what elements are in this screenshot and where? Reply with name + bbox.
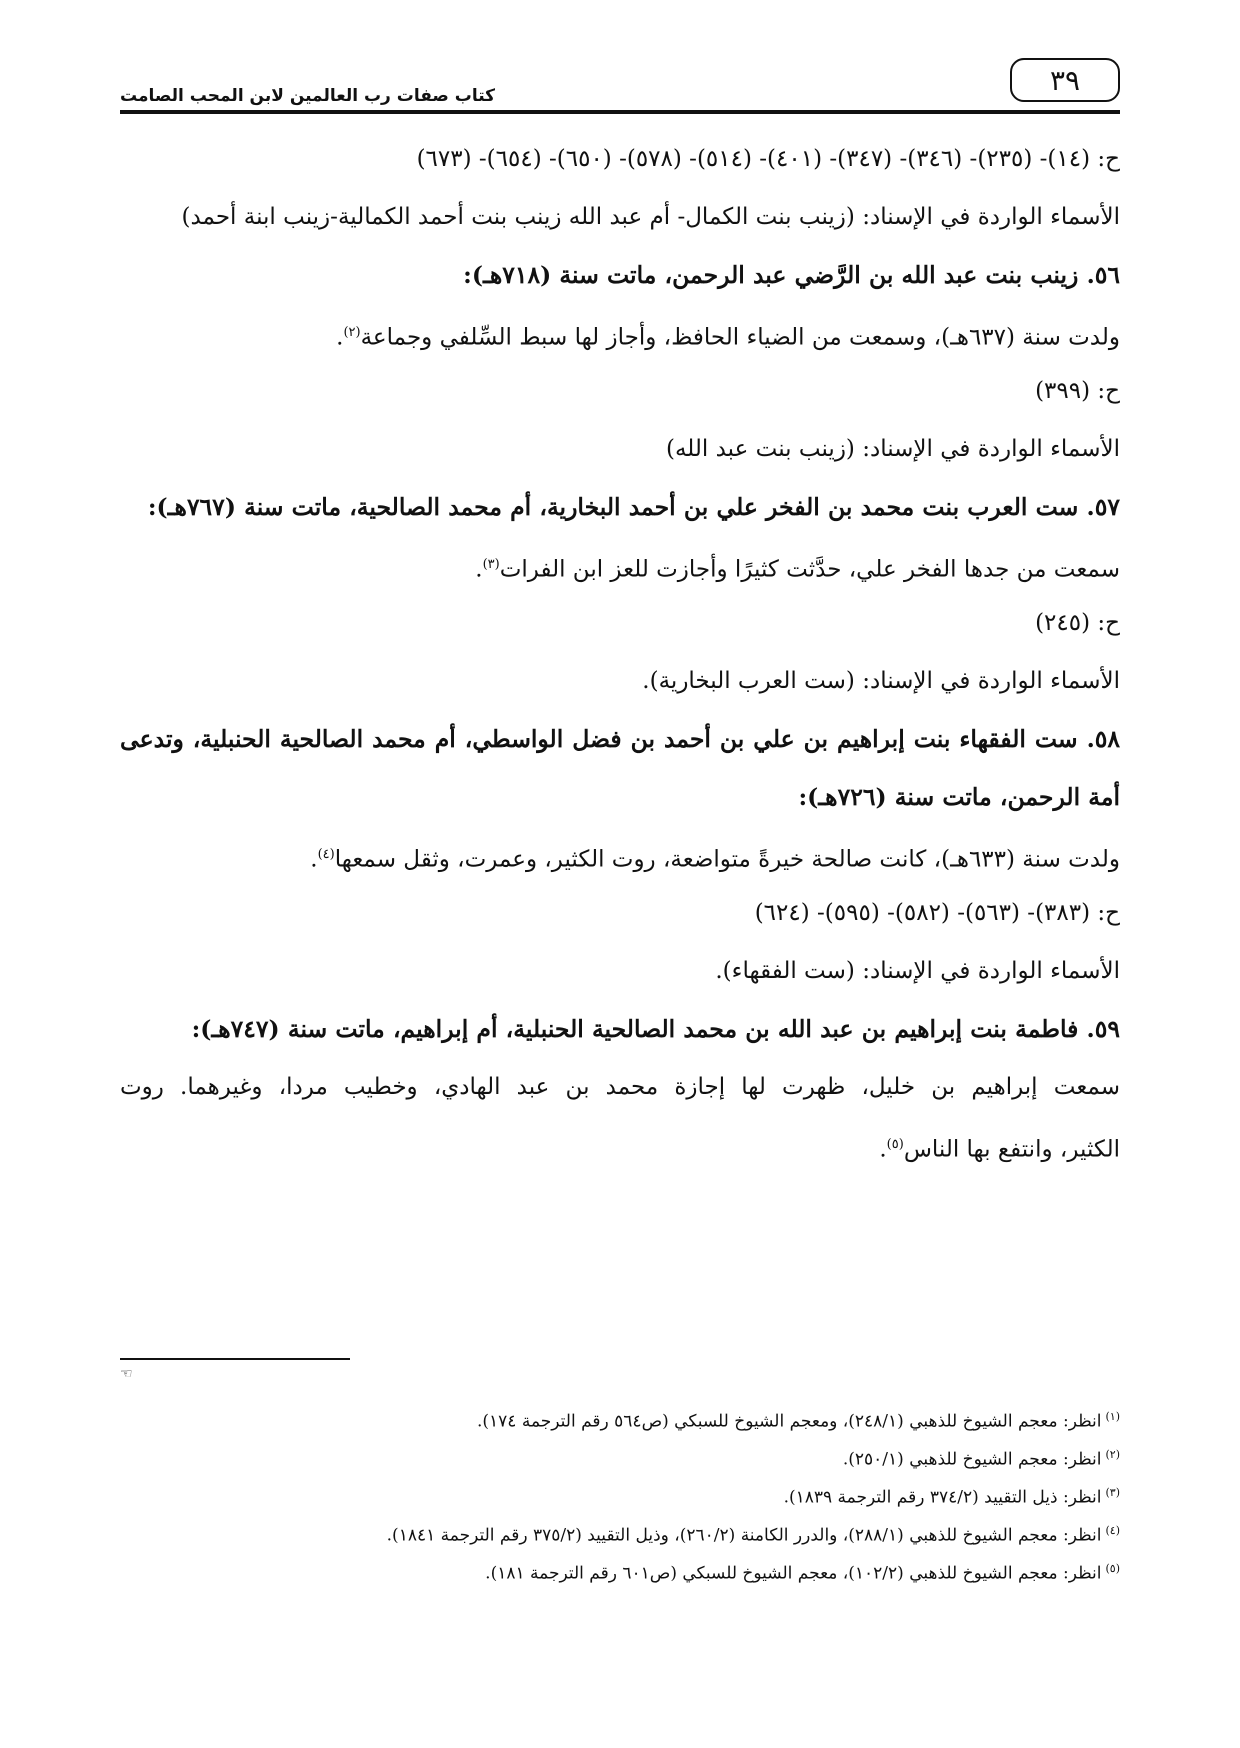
text-line	[120, 884, 1120, 942]
page-body	[120, 130, 1120, 1174]
line-text: ح: (٣٩٩)	[1035, 378, 1120, 404]
text-line-continued	[120, 1116, 1120, 1174]
book-title: كتاب صفات رب العالمين لابن المحب الصامت	[120, 86, 496, 106]
entry-heading	[120, 246, 1120, 304]
line-text: ٥٩. فاطمة بنت إبراهيم بن عبد الله بن محمد الصالحية الحنبلية، أم إبراهيم، ماتت سنة (٧٤٧هـ):	[191, 1015, 1120, 1043]
footnote-text: انظر: ذيل التقييد (٣٧٤/٢ رقم الترجمة ١٨٣٩).	[783, 1487, 1102, 1508]
footnote	[120, 1512, 1120, 1550]
line-text: أمة الرحمن، ماتت سنة (٧٢٦هـ):	[798, 783, 1120, 811]
line-tail: .	[336, 324, 344, 351]
footnote-number: (٢)	[1105, 1448, 1120, 1461]
text-line	[120, 362, 1120, 420]
entry-heading	[120, 478, 1120, 536]
entry-heading	[120, 710, 1120, 768]
line-text: ٥٧. ست العرب بنت محمد بن الفخر علي بن أحمد البخارية، أم محمد الصالحية، ماتت سنة (٧٦٧هـ):	[147, 493, 1120, 521]
footnote-ref[interactable]: (٢)	[343, 325, 361, 340]
line-text: ٥٨. ست الفقهاء بنت إبراهيم بن علي بن أحمد بن فضل الواسطي، أم محمد الصالحية الحنبلية، وتدعى	[120, 725, 1120, 753]
footnote-separator	[120, 1358, 350, 1360]
footnote-number: (٥)	[1105, 1562, 1120, 1575]
text-line	[120, 652, 1120, 710]
footnote-ref[interactable]: (٣)	[482, 557, 500, 572]
document-page	[120, 48, 1120, 1584]
footnote-ref[interactable]: (٥)	[886, 1137, 904, 1152]
footnote	[120, 1550, 1120, 1588]
footnote	[120, 1474, 1120, 1512]
header-rule	[120, 110, 1120, 114]
text-line	[120, 594, 1120, 652]
footnote	[120, 1436, 1120, 1474]
footnote-number: (٣)	[1105, 1486, 1120, 1499]
line-text: ح: (٢٤٥)	[1035, 610, 1120, 636]
line-text: الأسماء الواردة في الإسناد: (ست الفقهاء).	[715, 958, 1120, 984]
line-text: الكثير، وانتفع بها الناس	[903, 1136, 1120, 1163]
footnote-text: انظر: معجم الشيوخ للذهبي (٢٤٨/١)، ومعجم الشيوخ للسبكي (ص٥٦٤ رقم الترجمة ١٧٤).	[476, 1411, 1102, 1432]
footnote-text: انظر: معجم الشيوخ للذهبي (٢٥٠/١).	[842, 1449, 1102, 1470]
line-text: الأسماء الواردة في الإسناد: (ست العرب البخارية).	[642, 668, 1120, 694]
line-text: سمعت من جدها الفخر علي، حدَّثت كثيرًا وأجازت للعز ابن الفرات	[499, 556, 1120, 583]
footnote-ref[interactable]: (٤)	[317, 847, 335, 862]
line-text: ولدت سنة (٦٣٧هـ)، وسمعت من الضياء الحافظ، وأجاز لها سبط السِّلفي وجماعة	[360, 324, 1120, 351]
line-text: ولدت سنة (٦٣٣هـ)، كانت صالحة خيرةً متواضعة، روت الكثير، وعمرت، وثقل سمعها	[334, 846, 1120, 873]
entry-heading	[120, 1000, 1120, 1058]
footnote-text: انظر: معجم الشيوخ للذهبي (١٠٢/٢)، معجم الشيوخ للسبكي (ص٦٠١ رقم الترجمة ١٨١).	[485, 1563, 1102, 1584]
footnote-number: (١)	[1105, 1410, 1120, 1423]
text-line	[120, 942, 1120, 1000]
text-line	[120, 536, 1120, 594]
footnote	[120, 1398, 1120, 1436]
text-line	[120, 188, 1120, 246]
line-tail: .	[475, 556, 483, 583]
line-text: سمعت إبراهيم بن خليل، ظهرت لها إجازة محمد بن عبد الهادي، وخطيب مردا، وغيرهما. روت	[120, 1074, 1120, 1100]
footnotes	[120, 1398, 1120, 1588]
text-line	[120, 1058, 1120, 1116]
text-line	[120, 130, 1120, 188]
footnote-hand-icon: ☜	[120, 1366, 133, 1382]
footnote-number: (٤)	[1105, 1524, 1120, 1537]
text-line	[120, 304, 1120, 362]
line-text: الأسماء الواردة في الإسناد: (زينب بنت الكمال- أم عبد الله زينب بنت أحمد الكمالية-زينب ابنة أحمد)	[181, 204, 1120, 230]
footnote-text: انظر: معجم الشيوخ للذهبي (٢٨٨/١)، والدرر الكامنة (٢٦٠/٢)، وذيل التقييد (٣٧٥/٢ رقم الترجمة ١٨٤١).	[386, 1525, 1102, 1546]
line-tail: .	[310, 846, 318, 873]
line-text: الأسماء الواردة في الإسناد: (زينب بنت عبد الله)	[665, 436, 1120, 462]
line-tail: .	[879, 1136, 887, 1163]
line-text: ح: (٣٨٣)- (٥٦٣)- (٥٨٢)- (٥٩٥)- (٦٢٤)	[754, 900, 1120, 926]
line-text: ح: (١٤)- (٢٣٥)- (٣٤٦)- (٣٤٧)- (٤٠١)- (٥١٤)- (٥٧٨)- (٦٥٠)- (٦٥٤)- (٦٧٣)	[416, 146, 1120, 172]
page-header	[120, 48, 1120, 108]
entry-heading-continued	[120, 768, 1120, 826]
text-line	[120, 826, 1120, 884]
page-number: ٣٩	[1010, 58, 1120, 102]
text-line	[120, 420, 1120, 478]
line-text: ٥٦. زينب بنت عبد الله بن الرَّضي عبد الرحمن، ماتت سنة (٧١٨هـ):	[463, 261, 1120, 289]
